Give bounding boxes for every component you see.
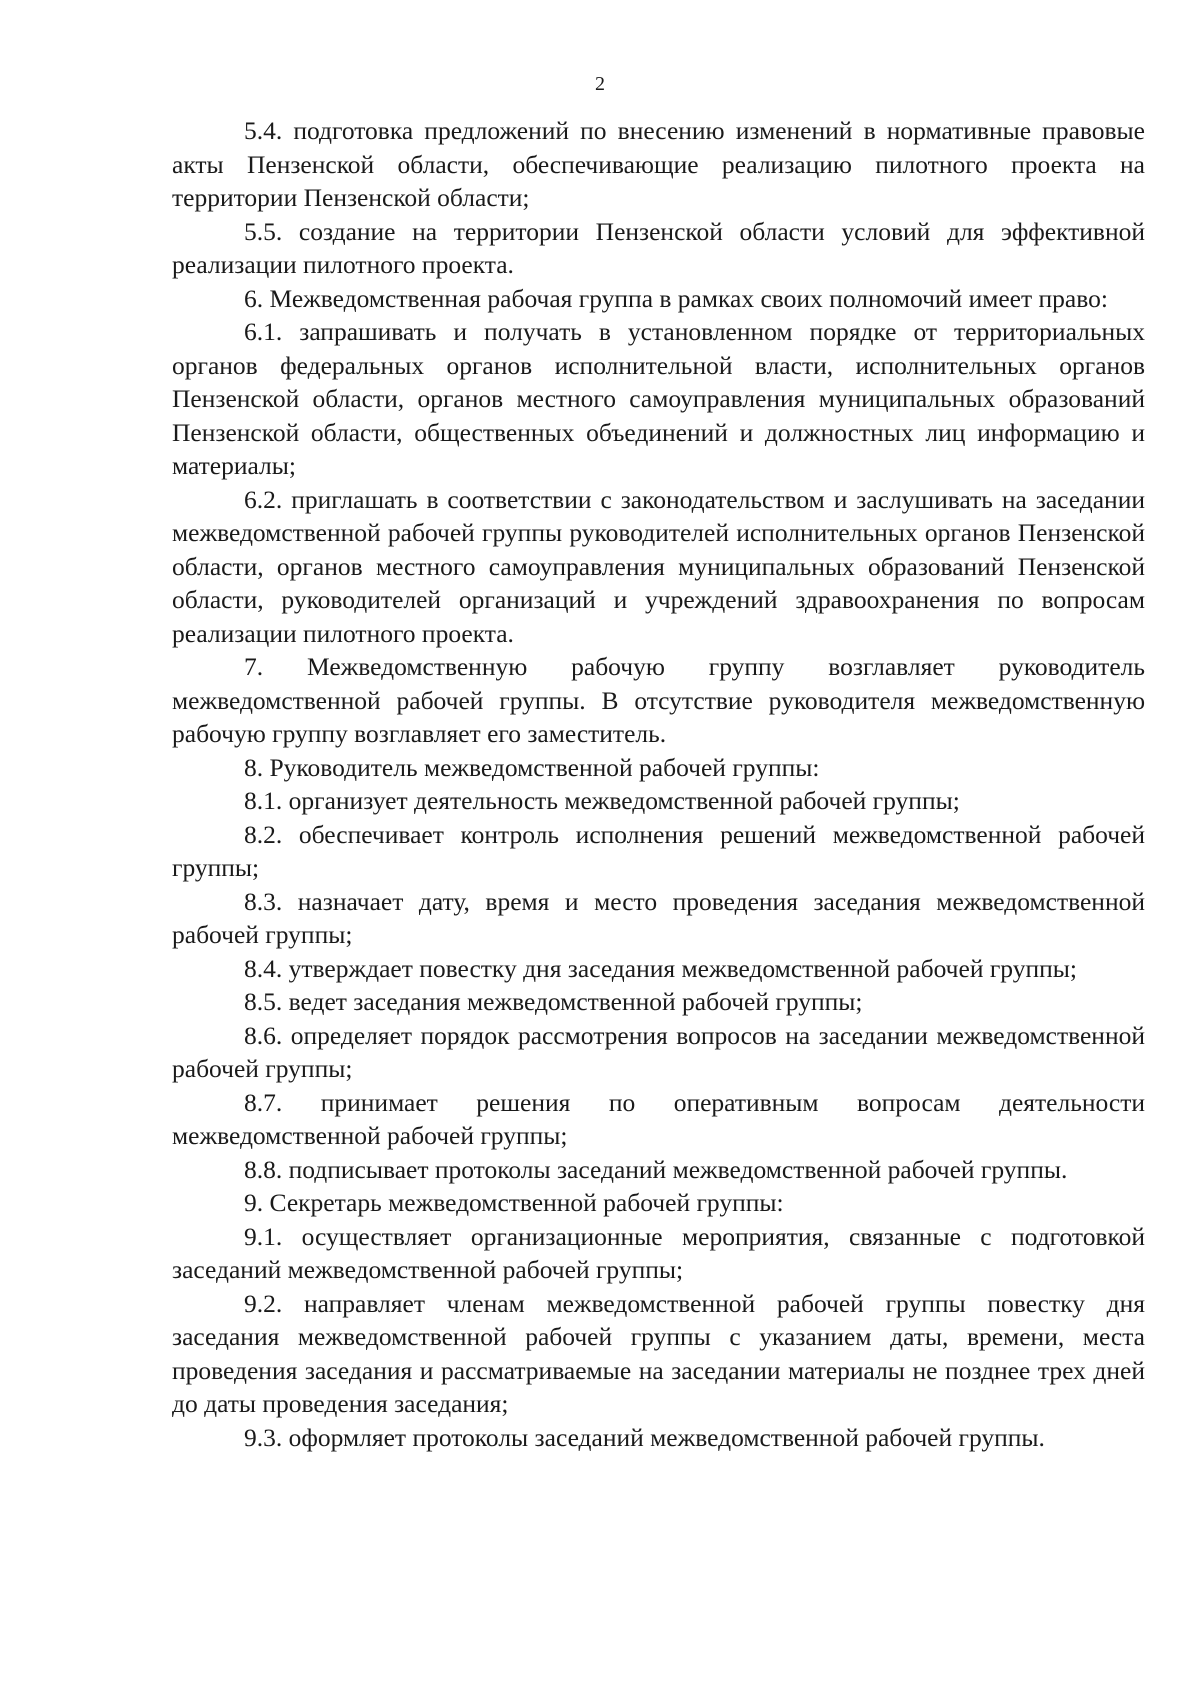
document-body xyxy=(172,114,1145,1454)
paragraph-9: 9. Секретарь межведомственной рабочей группы: xyxy=(244,1188,784,1217)
paragraph-8-5: 8.5. ведет заседания межведомственной рабочей группы; xyxy=(244,987,863,1016)
paragraph-9-2: 9.2. направляет членам межведомственной рабочей группы повестку дня заседания межведомственной рабочей группы с указанием даты, времени, места проведения заседания и рассматриваемые на заседании материалы не позднее трех дней до даты проведения заседания; xyxy=(172,1288,1145,1418)
paragraph-6: 6. Межведомственная рабочая группа в рамках своих полномочий имеет право: xyxy=(244,283,1108,313)
paragraph-8-3: 8.3. назначает дату, время и место проведения заседания межведомственной рабочей группы; xyxy=(172,886,1145,949)
paragraph-5-4: 5.4. подготовка предложений по внесению изменений в нормативные правовые акты Пензенской области, обеспечивающие реализацию пилотного проекта на территории Пензенской области; xyxy=(172,116,1145,212)
paragraph-8: 8. Руководитель межведомственной рабочей группы: xyxy=(244,752,820,782)
paragraph-9-3: 9.3. оформляет протоколы заседаний межведомственной рабочей группы. xyxy=(244,1422,1045,1452)
page-number: 2 xyxy=(595,73,605,95)
paragraph-8-8: 8.8. подписывает протоколы заседаний межведомственной рабочей группы. xyxy=(244,1154,1068,1184)
paragraph-6-2: 6.2. приглашать в соответствии с законодательством и заслушивать на заседании межведомственной рабочей группы руководителей исполнительных органов Пензенской области, органов местного самоуправления муниципальных образований Пензенской области, руководителей организаций и учреждений здравоохранения по вопросам реализации пилотного проекта. xyxy=(172,484,1145,648)
paragraph-8-2: 8.2. обеспечивает контроль исполнения решений межведомственной рабочей группы; xyxy=(172,819,1145,882)
paragraph-8-4: 8.4. утверждает повестку дня заседания межведомственной рабочей группы; xyxy=(244,953,1077,983)
paragraph-6-1: 6.1. запрашивать и получать в установленном порядке от территориальных органов федеральных органов исполнительной власти, исполнительных органов Пензенской области, органов местного самоуправления муниципальных образований Пензенской области, общественных объединений и должностных лиц информацию и материалы; xyxy=(172,317,1145,480)
paragraph-8-6: 8.6. определяет порядок рассмотрения вопросов на заседании межведомственной рабочей группы; xyxy=(172,1020,1145,1083)
paragraph-5-5: 5.5. создание на территории Пензенской области условий для эффективной реализации пилотного проекта. xyxy=(172,216,1145,279)
paragraph-7: 7. Межведомственную рабочую группу возглавляет руководитель межведомственной рабочей группы. В отсутствие руководителя межведомственную рабочую группу возглавляет его заместитель. xyxy=(172,652,1145,748)
paragraph-8-1: 8.1. организует деятельность межведомственной рабочей группы; xyxy=(244,786,960,815)
paragraph-8-7: 8.7. принимает решения по оперативным вопросам деятельности межведомственной рабочей группы; xyxy=(172,1087,1145,1150)
paragraph-9-1: 9.1. осуществляет организационные мероприятия, связанные с подготовкой заседаний межведомственной рабочей группы; xyxy=(172,1221,1145,1284)
